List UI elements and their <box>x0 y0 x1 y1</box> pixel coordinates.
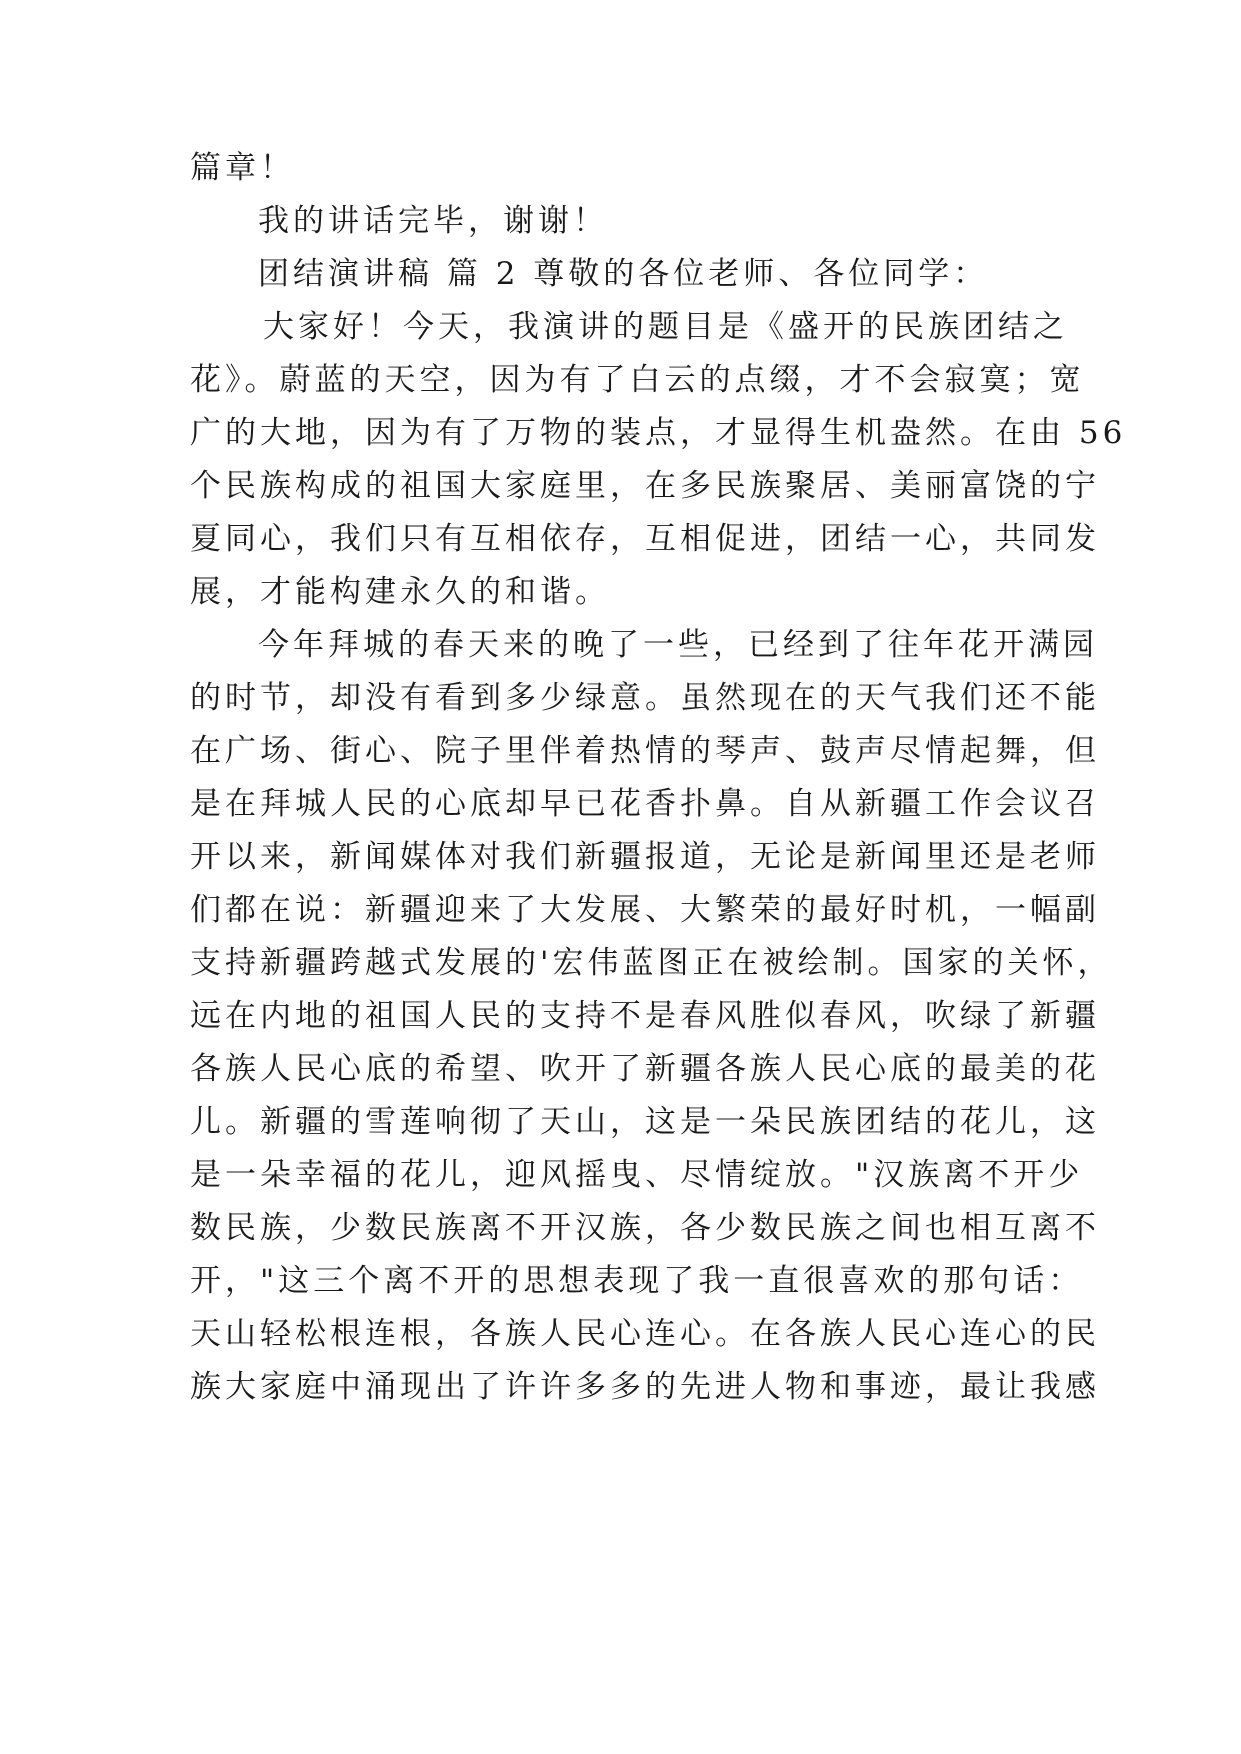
text-line: 天山轻松根连根，各族人民心连心。在各族人民心连心的民 <box>190 1316 1100 1352</box>
text-line: 开，"这三个离不开的思想表现了我一直很喜欢的那句话： <box>190 1263 1084 1299</box>
text-line: 今年拜城的春天来的晚了一些，已经到了往年花开满园 <box>258 627 1098 663</box>
text-line: 广的大地，因为有了万物的装点，才显得生机盎然。在由 56 <box>190 415 1127 451</box>
text-line: 支持新疆跨越式发展的'宏伟蓝图正在被绘制。国家的关怀， <box>190 945 1113 981</box>
text-line: 数民族，少数民族离不开汉族，各少数民族之间也相互离不 <box>190 1210 1100 1246</box>
text-line: 我的讲话完毕，谢谢！ <box>258 203 608 239</box>
text-line: 各族人民心底的希望、吹开了新疆各族人民心底的最美的花 <box>190 1051 1100 1087</box>
text-line: 篇章！ <box>190 150 295 186</box>
text-line: 儿。新疆的雪莲响彻了天山，这是一朵民族团结的花儿，这 <box>190 1104 1100 1140</box>
text-line: 夏同心，我们只有互相依存，互相促进，团结一心，共同发 <box>190 521 1100 557</box>
text-line: 大家好！今天，我演讲的题目是《盛开的民族团结之 <box>263 309 1068 345</box>
text-line: 远在内地的祖国人民的支持不是春风胜似春风，吹绿了新疆 <box>190 998 1100 1034</box>
text-line: 在广场、街心、院子里伴着热情的琴声、鼓声尽情起舞，但 <box>190 733 1100 769</box>
text-line: 是一朵幸福的花儿，迎风摇曳、尽情绽放。"汉族离不开少 <box>190 1157 1084 1193</box>
text-line: 们都在说：新疆迎来了大发展、大繁荣的最好时机，一幅副 <box>190 892 1100 928</box>
text-line: 个民族构成的祖国大家庭里，在多民族聚居、美丽富饶的宁 <box>190 468 1100 504</box>
text-line: 是在拜城人民的心底却早已花香扑鼻。自从新疆工作会议召 <box>190 786 1100 822</box>
text-line: 团结演讲稿 篇 2 尊敬的各位老师、各位同学： <box>258 256 989 292</box>
text-line: 开以来，新闻媒体对我们新疆报道，无论是新闻里还是老师 <box>190 839 1100 875</box>
text-line: 展，才能构建永久的和谐。 <box>190 574 610 610</box>
text-line: 的时节，却没有看到多少绿意。虽然现在的天气我们还不能 <box>190 680 1100 716</box>
text-line: 花》。蔚蓝的天空，因为有了白云的点缀，才不会寂寞；宽 <box>190 362 1085 398</box>
text-line: 族大家庭中涌现出了许许多多的先进人物和事迹，最让我感 <box>190 1369 1100 1405</box>
